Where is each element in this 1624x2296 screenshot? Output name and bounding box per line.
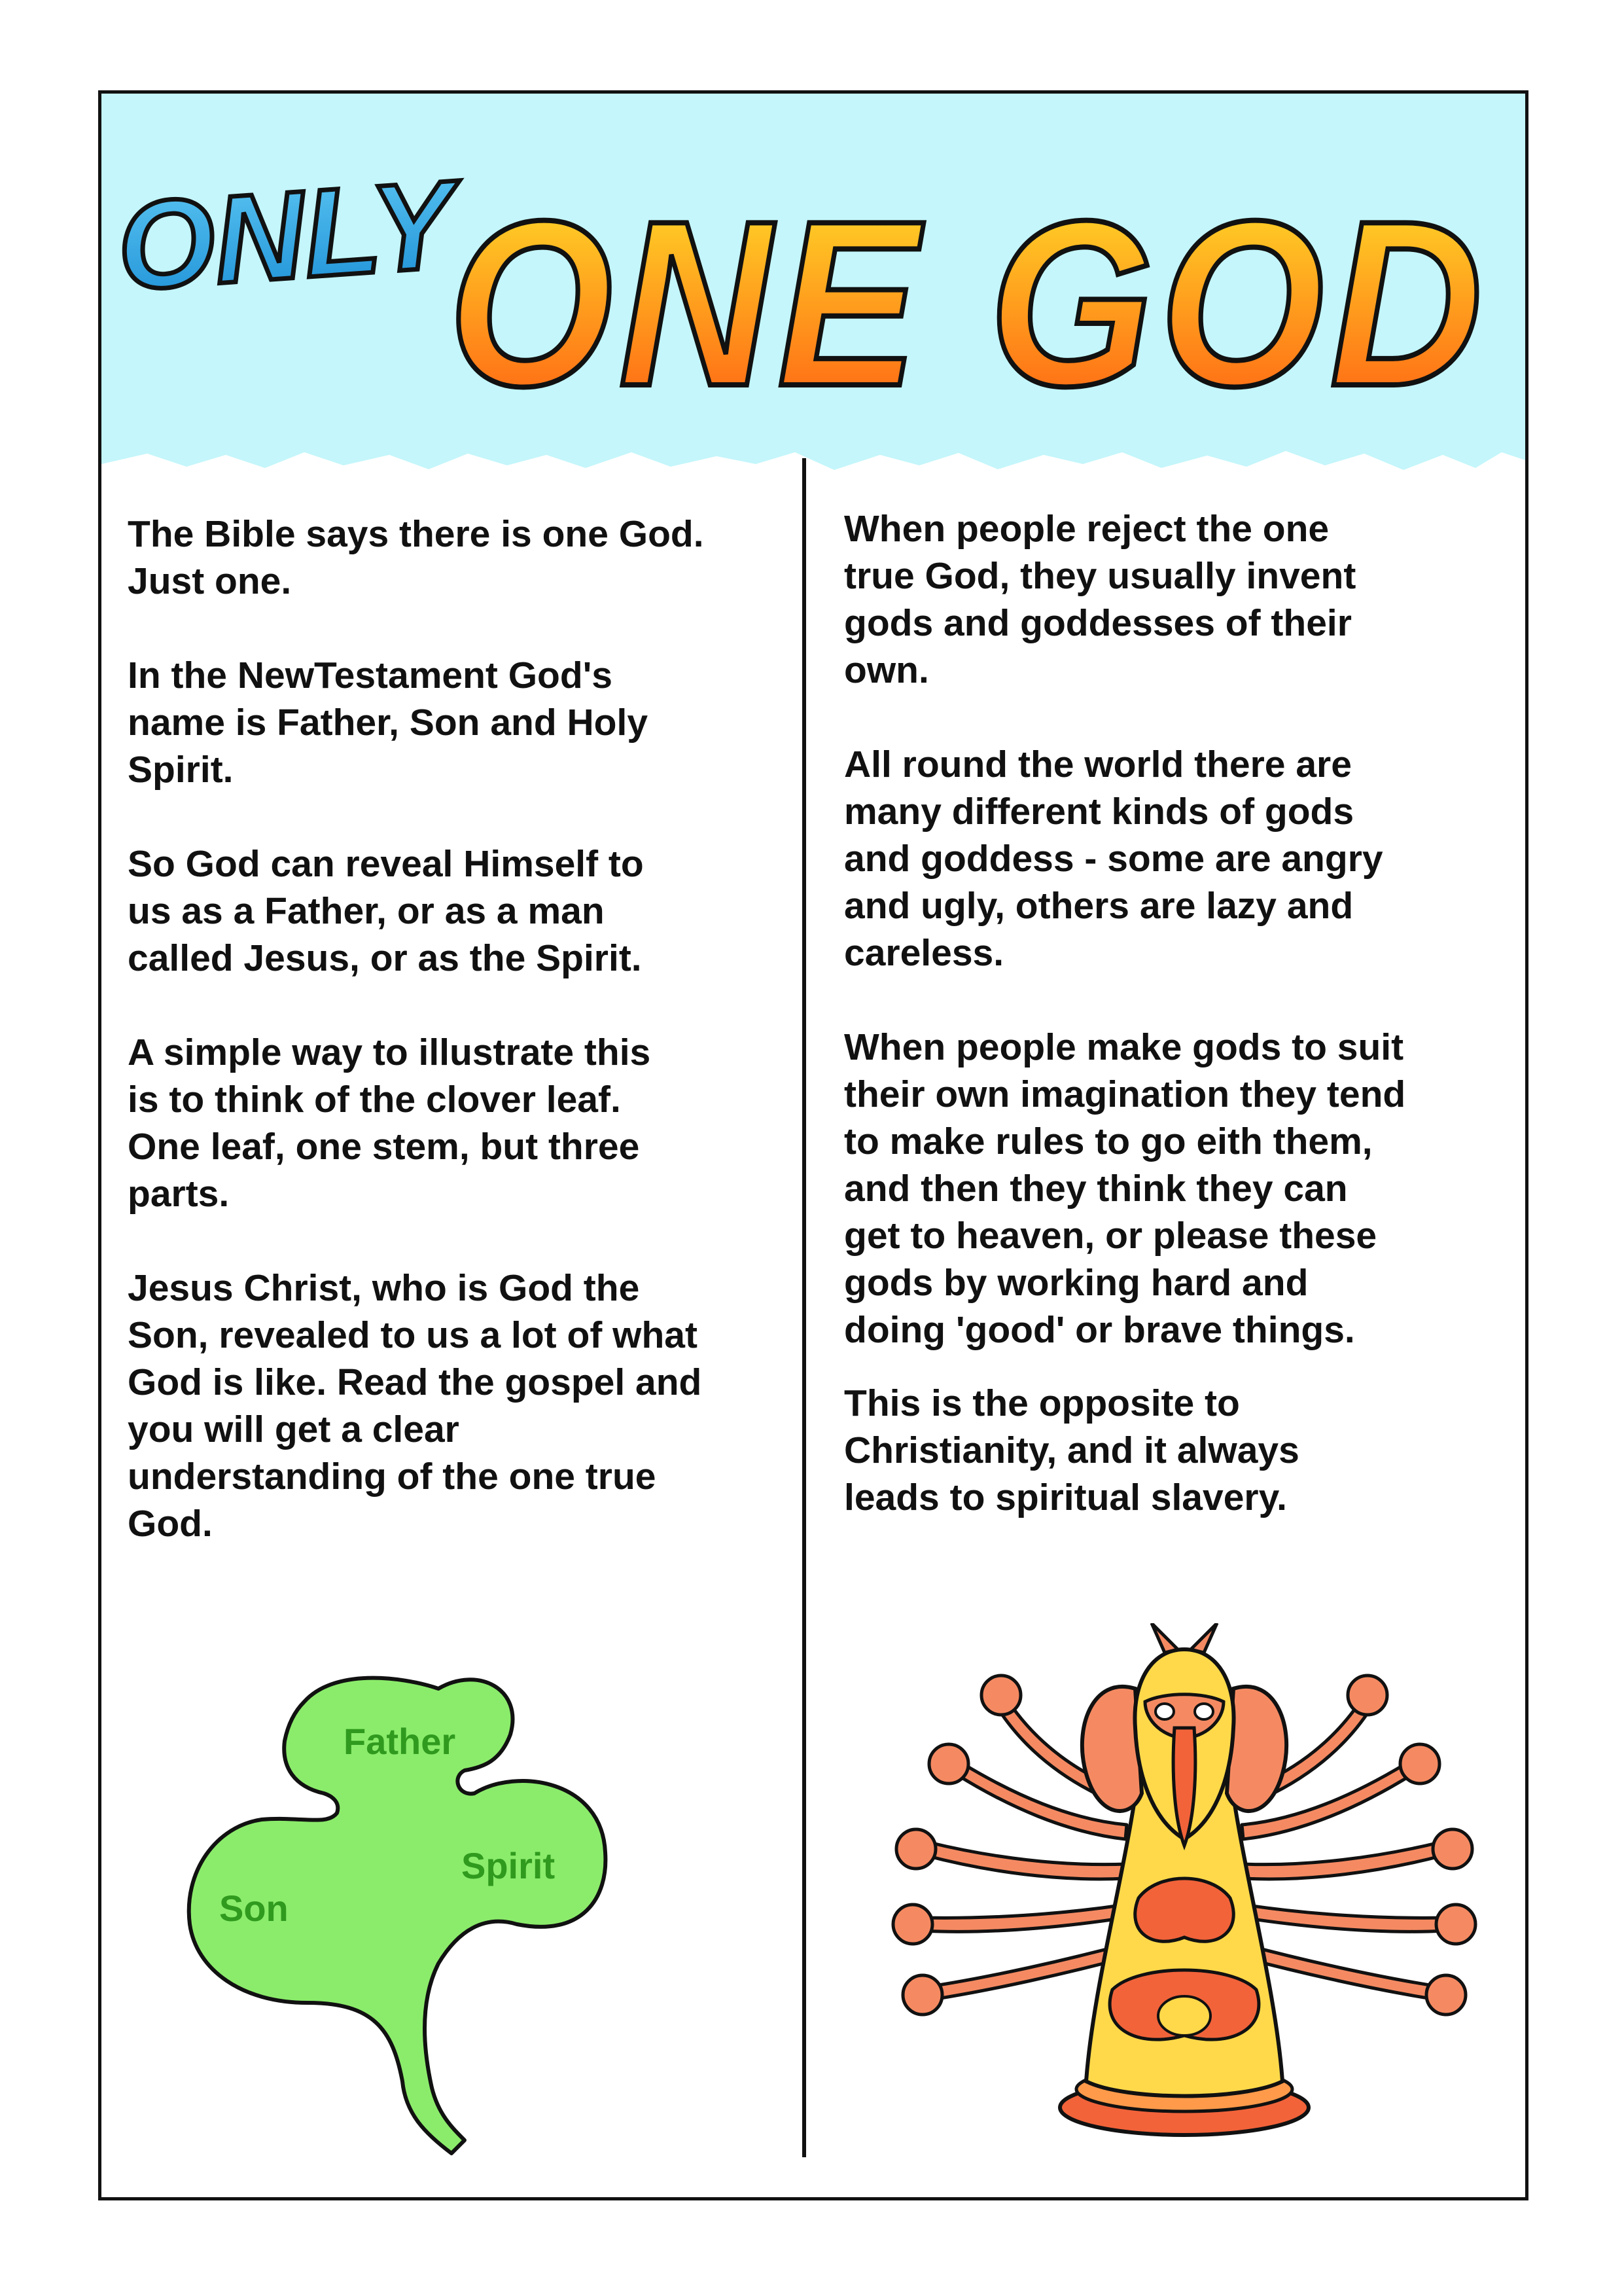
clover-label-spirit: Spirit (461, 1845, 556, 1886)
clover-leaf-illustration (177, 1662, 700, 2160)
idol-right-eye (1195, 1704, 1213, 1719)
left-paragraph-3: So God can reveal Himself to us as a Father, or as a man called Jesus, or as the Spirit. (128, 843, 644, 979)
right-paragraph-4: This is the opposite to Christianity, and it always leads to spiritual slavery. (844, 1382, 1299, 1518)
column-divider (802, 458, 806, 2157)
title-only: ONLY (113, 154, 459, 317)
right-paragraph-2: All round the world there are many different kinds of gods and goddess - some are angry and ugly, others are lazy and careless. (844, 744, 1383, 974)
left-column (128, 511, 788, 1594)
left-paragraph-4: A simple way to illustrate this is to think of the clover leaf. One leaf, one stem, but three parts. (128, 1031, 651, 1215)
left-paragraph-1: The Bible says there is one God. Just one. (128, 513, 704, 602)
title-one-god: ONE GOD (448, 172, 1489, 435)
idol-left-eye (1156, 1704, 1174, 1719)
right-paragraph-3: When people make gods to suit their own imagination they tend to make rules to go eith them, and then they think they can get to heaven, or please these gods by working hard and doing 'good' or brave things. (844, 1026, 1406, 1351)
left-paragraph-2: In the NewTestament God's name is Father, Son and Holy Spirit. (128, 655, 648, 791)
right-paragraph-1: When people reject the one true God, they usually invent gods and goddesses of their own. (844, 508, 1356, 691)
right-column (844, 505, 1505, 1568)
many-armed-idol-illustration (877, 1623, 1492, 2147)
clover-label-son: Son (219, 1888, 289, 1929)
title-banner (101, 94, 1525, 486)
left-paragraph-5: Jesus Christ, who is God the Son, revealed to us a lot of what God is like. Read the gospel and you will get a clear understanding of the one true God. (128, 1267, 702, 1545)
clover-label-father: Father (344, 1721, 456, 1762)
